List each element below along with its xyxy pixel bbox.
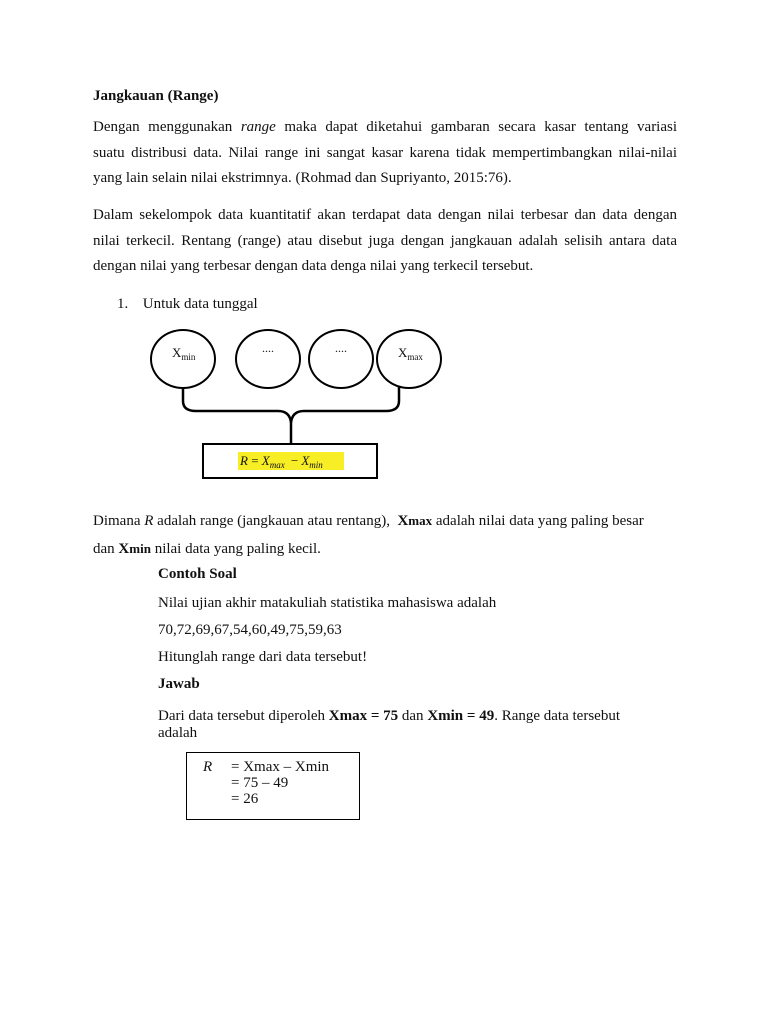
paragraph-definition-line-2: nilai terkecil. Rentang (range) atau disebut juga dengan jangkauan adalah selisih antara data xyxy=(93,232,677,249)
paragraph-intro-line-3: yang lain selain nilai ekstrimnya. (Rohmad dan Supriyanto, 2015:76). xyxy=(93,170,512,186)
paragraph-intro-line-2: suatu distribusi data. Nilai range ini sangat kasar karena tidak mempertimbangkan nilai-nilai xyxy=(93,144,677,161)
calc-line-2: = 75 – 49 xyxy=(231,775,289,791)
circle-xmin xyxy=(150,329,216,389)
paragraph-intro-line-1: Dengan menggunakan range maka dapat diketahui gambaran secara kasar tentang variasi xyxy=(93,119,678,135)
circle-dots-2: .... xyxy=(308,329,374,389)
range-formula-box xyxy=(202,443,378,479)
paragraph-definition-line-1: Dalam sekelompok data kuantitatif akan terdapat data dengan nilai terbesar dan data dengan xyxy=(93,207,677,223)
paragraph-intro xyxy=(93,115,677,192)
answer-text: Dari data tersebut diperoleh Xmax = 75 dan Xmin = 49. Range data tersebut adalah xyxy=(158,708,620,741)
circle-xmin-label: $X_{min}$ xyxy=(172,345,196,362)
example-data: 70,72,69,67,54,60,49,75,59,63 xyxy=(158,622,342,638)
example-question: Nilai ujian akhir matakuliah statistika mahasiswa adalah xyxy=(158,595,497,611)
circle-dots-1: .... xyxy=(235,329,301,389)
list-text: Untuk data tunggal xyxy=(142,296,258,312)
example-heading: Contoh Soal xyxy=(158,566,237,582)
definitions-line-2: dan Xmin nilai data yang paling kecil. xyxy=(93,541,321,557)
paragraph-definition xyxy=(93,203,677,280)
calc-line-3: = 26 xyxy=(231,791,259,807)
list-number: 1. xyxy=(117,296,129,312)
circle-xmax xyxy=(376,329,442,389)
paragraph-definition-line-3: dengan nilai yang terbesar dengan data denga nilai yang terkecil tersebut. xyxy=(93,258,534,274)
example-task: Hitunglah range dari data tersebut! xyxy=(158,649,368,665)
definitions-line-1: Dimana R adalah range (jangkauan atau rentang), Xmax adalah nilai data yang paling besar xyxy=(93,513,644,529)
calculation-box xyxy=(186,752,360,820)
range-formula: $R = X_{max} - X_{min}$ xyxy=(240,453,323,470)
calc-symbol-r: R xyxy=(203,759,213,775)
list-item-single-data xyxy=(117,296,258,313)
answer-heading: Jawab xyxy=(158,676,200,692)
section-title: Jangkauan (Range) xyxy=(93,88,219,104)
circle-xmax-label: $X_{max}$ xyxy=(398,345,423,362)
calc-line-1: = Xmax – Xmin xyxy=(231,759,330,775)
symbol-definitions xyxy=(93,507,693,563)
curly-brace xyxy=(170,385,420,445)
